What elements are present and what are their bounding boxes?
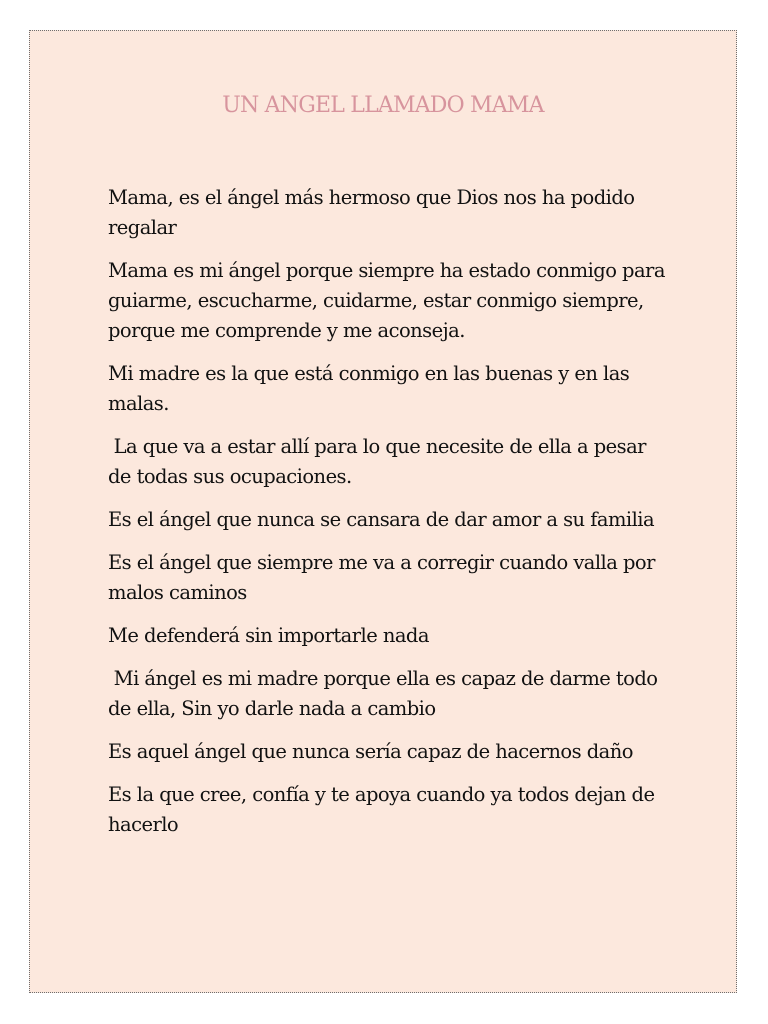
document-page <box>29 30 737 993</box>
document-body <box>108 183 671 853</box>
paragraph: La que va a estar allí para lo que necesite de ella a pesar de todas sus ocupaciones. <box>108 435 652 488</box>
paragraph: Es el ángel que nunca se cansara de dar amor a su familia <box>108 508 655 531</box>
paragraph: Mi ángel es mi madre porque ella es capaz de darme todo de ella, Sin yo darle nada a cambio <box>108 667 664 720</box>
paragraph: Me defenderá sin importarle nada <box>108 624 429 647</box>
paragraph: Mama, es el ángel más hermoso que Dios nos ha podido regalar <box>108 186 641 239</box>
paragraph: Es aquel ángel que nunca sería capaz de hacernos daño <box>108 740 633 763</box>
document-title: UN ANGEL LLAMADO MAMA <box>222 93 544 118</box>
paragraph: Es el ángel que siempre me va a corregir cuando valla por malos caminos <box>108 551 661 604</box>
paragraph: Mi madre es la que está conmigo en las buenas y en las malas. <box>108 362 635 415</box>
paragraph: Mama es mi ángel porque siempre ha estado conmigo para guiarme, escucharme, cuidarme, estar conmigo siempre, porque me comprende y me aconseja. <box>108 259 671 342</box>
paragraph: Es la que cree, confía y te apoya cuando ya todos dejan de hacerlo <box>108 783 661 836</box>
